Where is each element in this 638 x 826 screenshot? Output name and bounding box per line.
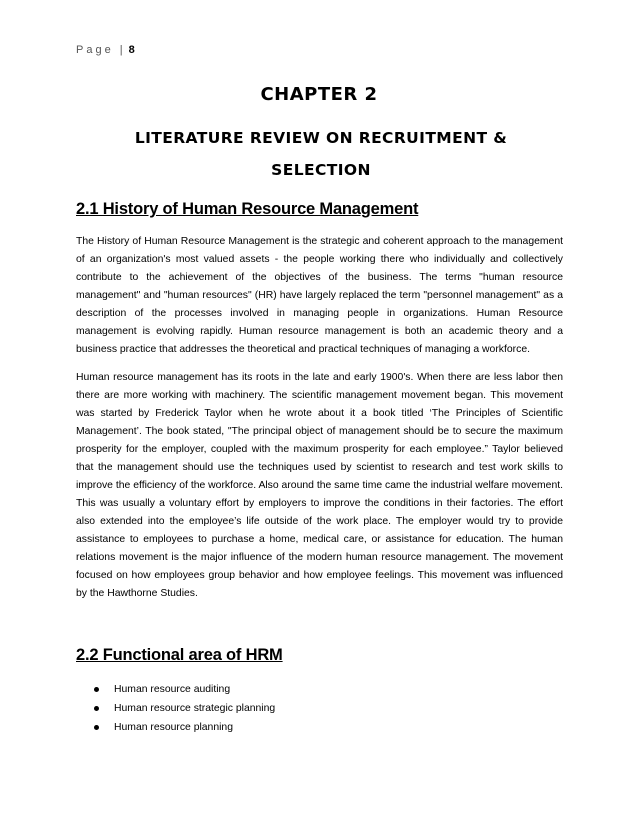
list-item — [94, 718, 275, 737]
list-item — [94, 680, 275, 699]
list-item — [94, 699, 275, 718]
section-heading-history: 2.1 History of Human Resource Management — [76, 200, 419, 218]
list-item-label: Human resource planning — [114, 722, 233, 733]
page-number: 8 — [128, 44, 135, 56]
page-label: Page — [76, 44, 114, 56]
list-item-label: Human resource auditing — [114, 684, 231, 695]
bullet-icon — [94, 706, 99, 711]
bullet-icon — [94, 725, 99, 730]
bullet-icon — [94, 687, 99, 692]
paragraph-history-intro: The History of Human Resource Management is the strategic and coherent approach to the management of an organization's most valued assets - the people working there who individually and collectively contribute to the achievement of the objectives of the business. The terms "human resource management" and "human resources" (HR) have largely replaced the term "personnel management" as a description of the processes involved in managing people in organizations. Human Resource management is evolving rapidly. Human resource management is both an academic theory and a business practice that addresses the theoretical and practical techniques of managing a workforce. — [76, 236, 563, 355]
page-separator: | — [119, 44, 125, 56]
chapter-title: CHAPTER 2 — [260, 84, 378, 105]
paragraph-history-roots: Human resource management has its roots in the late and early 1900's. When there are less labor then there are more working with machinery. The scientific management movement began. This movement was started by Frederick Taylor when he wrote about it a book titled ‘The Principles of Scientific Management’. The book stated, "The principal object of management should be to secure the maximum prosperity for the employer, coupled with the maximum prosperity for each employee.” Taylor believed that the management should use the techniques used by scientist to research and test work skills to improve the efficiency of the workforce. Also around the same time came the industrial welfare movement. This was usually a voluntary effort by employers to improve the conditions in their factories. The effort also extended into the employee’s life outside of the work place. The employer would try to provide assistance to employees to purchase a home, medical care, or assistance for education. The human relations movement is the major influence of the modern human resource management. The movement focused on how employees group behavior and how employee feelings. This movement was influenced by the Hawthorne Studies. — [76, 372, 563, 599]
section-heading-functional-area: 2.2 Functional area of HRM — [76, 646, 283, 664]
bullet-list — [94, 680, 275, 737]
list-item-label: Human resource strategic planning — [114, 703, 276, 714]
chapter-subtitle: LITERATURE REVIEW ON RECRUITMENT & SELECTION — [134, 129, 508, 179]
page-header — [76, 44, 135, 56]
